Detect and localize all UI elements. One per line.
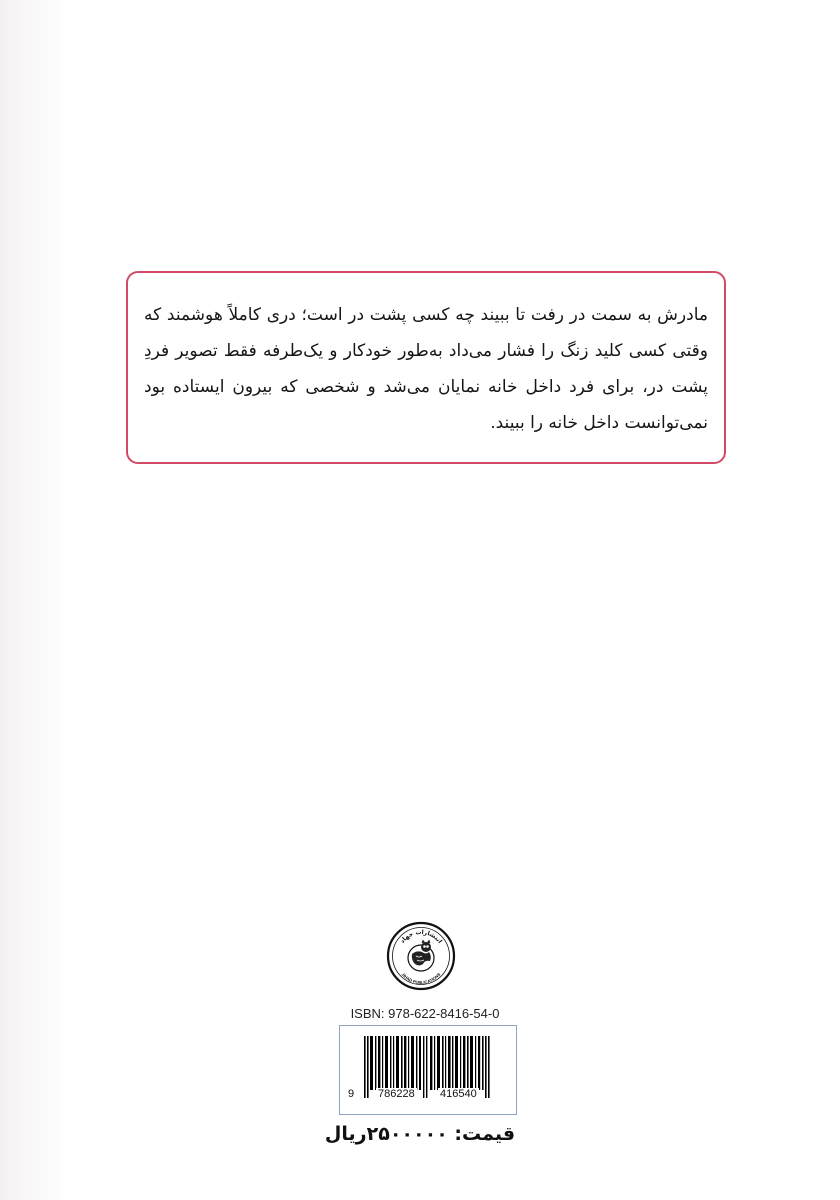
blurb-text: مادرش به سمت در رفت تا ببیند چه کسی پشت در است؛ دری کاملاً هوشمند که وقتی کسی کلید زنگ را فشار می‌داد به‌طور خودکار و یک‌طرفه فقط تصویر فردِ پشت در، برای فرد داخل خانه نمایان می‌شد و شخصی که بیرون ایستاده بود نمی‌توانست داخل خانه را ببیند. <box>144 305 708 433</box>
barcode-lead-digit: 9 <box>348 1088 355 1100</box>
publisher-logo-bottom-text: JIHAD PUBLICATIONS <box>400 971 442 986</box>
blurb-box <box>126 271 726 464</box>
page-edge-shadow <box>0 0 70 1200</box>
barcode-digits-right: 416540 <box>440 1088 477 1100</box>
barcode-digits-left: 786228 <box>378 1088 415 1100</box>
isbn-label: ISBN: 978-622-8416-54-0 <box>350 1006 500 1021</box>
publisher-logo-icon <box>386 921 456 991</box>
barcode <box>339 1025 517 1115</box>
price-label: قیمت: ۲۵۰۰۰۰۰ریال <box>324 1123 516 1145</box>
barcode-bars <box>350 1036 506 1098</box>
publisher-logo-top-text: انتشارات جهاد <box>398 928 444 945</box>
